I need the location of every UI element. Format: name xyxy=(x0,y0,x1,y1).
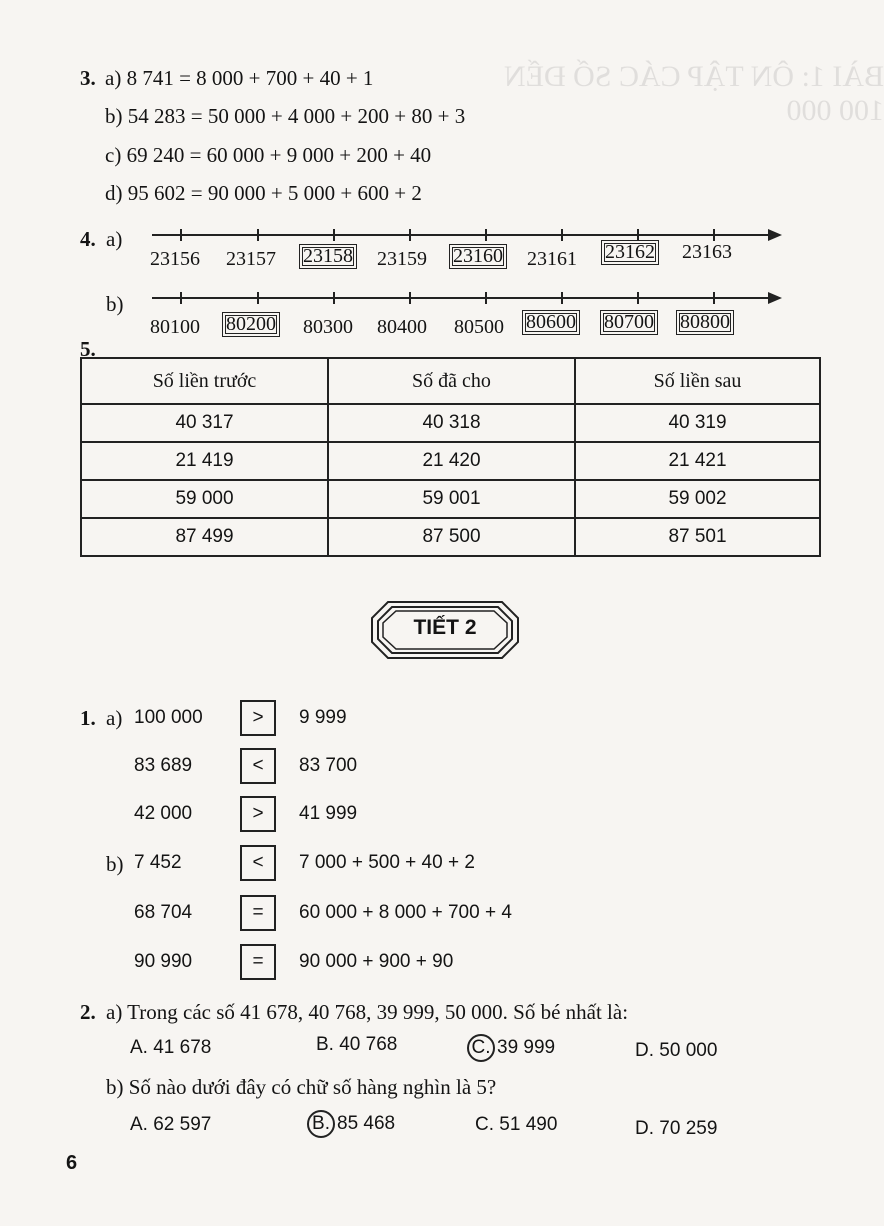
compare-left: 42 000 xyxy=(134,803,193,824)
cell-next: 87 501 xyxy=(575,518,820,556)
option-c: C. 51 490 xyxy=(475,1114,558,1135)
lesson-title: TIẾT 2 xyxy=(413,616,477,639)
exercise-1b-label: b) xyxy=(106,852,124,876)
exercise-3-number: 3. xyxy=(80,66,96,90)
number-line-a-label: 23163 xyxy=(682,241,732,263)
cell-previous: 21 419 xyxy=(81,442,328,480)
compare-left: 100 000 xyxy=(134,707,203,728)
number-line-b-answer: 80200 xyxy=(222,312,280,337)
lesson-badge xyxy=(370,600,520,660)
number-line-b-answer: 80600 xyxy=(522,310,580,335)
compare-sign-box: = xyxy=(240,944,276,980)
exercise-5-number: 5. xyxy=(80,337,96,361)
number-line-b-label: 80100 xyxy=(150,316,200,338)
compare-right: 90 000 + 900 + 90 xyxy=(299,951,454,972)
number-line-b-answer: 80800 xyxy=(676,310,734,335)
table-row xyxy=(81,480,820,518)
option-a: A. 62 597 xyxy=(130,1114,212,1135)
compare-sign-box: > xyxy=(240,700,276,736)
header-given: Số đã cho xyxy=(328,358,575,404)
option-b-value: 85 468 xyxy=(337,1113,396,1134)
cell-previous: 87 499 xyxy=(81,518,328,556)
cell-previous: 40 317 xyxy=(81,404,328,442)
cell-given: 59 001 xyxy=(328,480,575,518)
number-line-a-answer: 23162 xyxy=(601,240,659,265)
compare-right: 83 700 xyxy=(299,755,358,776)
bleed-through-text: BÀI 1: ÔN TẬP CÁC SỐ ĐẾN 100 000 xyxy=(503,60,884,127)
option-c-selected xyxy=(467,1034,555,1062)
table-header-row xyxy=(81,358,820,404)
cell-given: 40 318 xyxy=(328,404,575,442)
cell-previous: 59 000 xyxy=(81,480,328,518)
compare-right: 7 000 + 500 + 40 + 2 xyxy=(299,852,475,873)
cell-next: 59 002 xyxy=(575,480,820,518)
selected-answer-circle: C. xyxy=(467,1034,495,1062)
compare-sign-box: > xyxy=(240,796,276,832)
exercise-4-number: 4. xyxy=(80,227,96,251)
question-2b: b) Số nào dưới đây có chữ số hàng nghìn là 5? xyxy=(106,1075,497,1099)
header-previous: Số liền trước xyxy=(81,358,328,404)
option-d: D. 70 259 xyxy=(635,1118,718,1139)
number-line-a-label: 23157 xyxy=(226,248,276,270)
neighbor-numbers-table xyxy=(80,357,821,557)
option-b-selected xyxy=(307,1110,395,1138)
compare-right: 9 999 xyxy=(299,707,347,728)
exercise-3-line-d: d) 95 602 = 90 000 + 5 000 + 600 + 2 xyxy=(105,181,422,205)
number-line-b-answer: 80700 xyxy=(600,310,658,335)
compare-sign-box: = xyxy=(240,895,276,931)
compare-left: 90 990 xyxy=(134,951,193,972)
number-line-a-label: 23156 xyxy=(150,248,200,270)
table-row xyxy=(81,404,820,442)
number-line-a-answer: 23160 xyxy=(449,244,507,269)
number-line-a-label: 23161 xyxy=(527,248,577,270)
compare-left: 7 452 xyxy=(134,852,182,873)
number-line-b-label: 80400 xyxy=(377,316,427,338)
option-d: D. 50 000 xyxy=(635,1040,718,1061)
exercise-2-number: 2. xyxy=(80,1000,96,1024)
cell-given: 87 500 xyxy=(328,518,575,556)
exercise-1a-label: a) xyxy=(106,706,123,730)
header-next: Số liền sau xyxy=(575,358,820,404)
option-b: B. 40 768 xyxy=(316,1034,398,1055)
option-a: A. 41 678 xyxy=(130,1037,212,1058)
cell-given: 21 420 xyxy=(328,442,575,480)
number-line-a-answer: 23158 xyxy=(299,244,357,269)
option-c-value: 39 999 xyxy=(497,1037,556,1058)
question-2a: a) Trong các số 41 678, 40 768, 39 999, 50 000. Số bé nhất là: xyxy=(106,1000,629,1024)
cell-next: 40 319 xyxy=(575,404,820,442)
table-row xyxy=(81,442,820,480)
compare-left: 68 704 xyxy=(134,902,193,923)
compare-sign-box: < xyxy=(240,748,276,784)
page-number: 6 xyxy=(66,1152,78,1174)
compare-right: 60 000 + 8 000 + 700 + 4 xyxy=(299,902,512,923)
compare-left: 83 689 xyxy=(134,755,193,776)
exercise-1-number: 1. xyxy=(80,706,96,730)
number-line-b-label: 80500 xyxy=(454,316,504,338)
number-line-b-label: 80300 xyxy=(303,316,353,338)
exercise-4b-label: b) xyxy=(106,292,124,316)
exercise-4a-label: a) xyxy=(106,227,123,251)
exercise-3-line-b: b) 54 283 = 50 000 + 4 000 + 200 + 80 + 3 xyxy=(105,104,466,128)
number-line-a-label: 23159 xyxy=(377,248,427,270)
cell-next: 21 421 xyxy=(575,442,820,480)
table-row xyxy=(81,518,820,556)
compare-sign-box: < xyxy=(240,845,276,881)
compare-right: 41 999 xyxy=(299,803,358,824)
selected-answer-circle: B. xyxy=(307,1110,335,1138)
exercise-3-line-c: c) 69 240 = 60 000 + 9 000 + 200 + 40 xyxy=(105,143,432,167)
exercise-3-line-a: a) 8 741 = 8 000 + 700 + 40 + 1 xyxy=(105,66,374,90)
